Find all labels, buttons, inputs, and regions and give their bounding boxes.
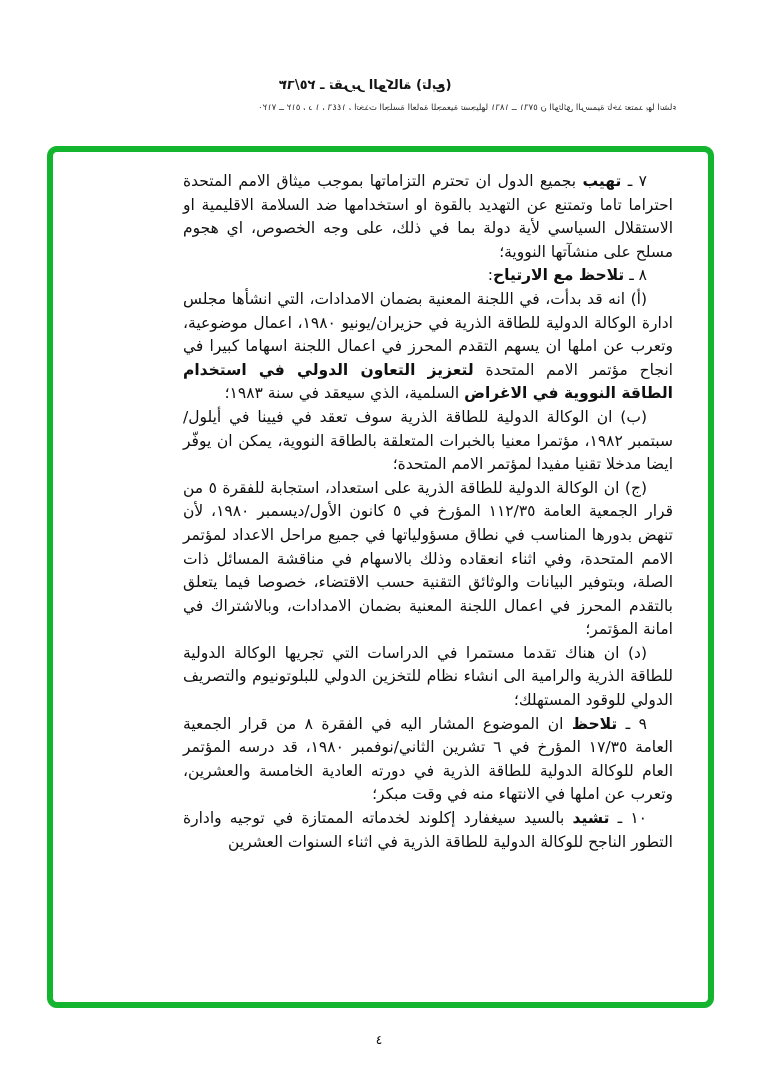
- body-paragraph: [183, 170, 673, 264]
- resolution-header-text: ٢٥/٦٣ ـ تقرير الوكالة (تابع): [278, 78, 452, 93]
- bold-run: تلاحظ: [571, 714, 618, 733]
- text-run: ١٠ ـ: [609, 809, 647, 828]
- resolution-body: [183, 170, 673, 854]
- adoption-note-text: ٧١٢٠ ــ ٥١٢ ، د ١ ، ١٤٤٦ ، اتخذت الجلسة العامة للجمعية تسجيلها ١٨٦١ ــ ٥٧٦١ ن الوثائق الرسمية تأخذ تعتمد بها انشاء: [257, 103, 676, 113]
- bold-run: لتعزيز التعاون الدولي في استخدام الطاقة النووية في الاغراض: [183, 360, 673, 403]
- body-paragraph: [183, 477, 673, 642]
- body-paragraph: [183, 288, 673, 406]
- bold-run: تلاحظ مع الارتياح: [493, 266, 625, 285]
- text-run: (د) ان هناك تقدما مستمرا في الدراسات التي تجريها الوكالة الدولية للطاقة الذرية والرامية الى انشاء نظام للتخزين الدولي للبلوتونيوم والتصريف الدولي للوقود المستهلك؛: [183, 643, 673, 710]
- text-run: ان الموضوع المشار اليه في الفقرة ٨ من قرار الجمعية العامة ١٧/٣٥ المؤرخ في ٦ تشرين الثاني/نوفمبر ١٩٨٠، قد درسه المؤتمر العام للوكالة الدولية للطاقة الذرية في دورته العادية الخامسة والعشرين، وتعرب عن املها في الانتهاء منه في وقت مبكر؛: [183, 714, 673, 804]
- text-run: (ب) ان الوكالة الدولية للطاقة الذرية سوف تعقد في فيينا في أيلول/سبتمبر ١٩٨٢، مؤتمرا معنيا بالخبرات المتعلقة بالطاقة النووية، يمكن ان يوفّر ايضا مدخلا تقنيا مفيدا لمؤتمر الامم المتحدة؛: [183, 407, 673, 474]
- text-run: ٨ ـ: [624, 266, 647, 285]
- body-paragraph: [183, 713, 673, 807]
- body-paragraph: [183, 264, 673, 288]
- text-run: (ج) ان الوكالة الدولية للطاقة الذرية على استعداد، استجابة للفقرة ٥ من قرار الجمعية العامة ١١٢/٣٥ المؤرخ في ٥ كانون الأول/ديسمبر ١٩٨٠، لأن تنهض بدورها المناسب في نطاق مسؤولياتها في جميع مراحل الاعداد لمؤتمر الامم المتحدة، وفي اثناء انعقاده وذلك بالاسهام في مناقشة المسائل ذات الصلة، وبتوفير البيانات والوثائق التقنية حسب الاقتضاء، خصوصا فيما يتعلق بالتقدم المحرز في اعمال اللجنة المعنية بضمان الامدادات، وبالاشتراك في امانة المؤتمر؛: [183, 478, 674, 639]
- text-run: (أ) انه قد بدأت، في اللجنة المعنية بضمان الامدادات، التي انشأها مجلس ادارة الوكالة الدولية للطاقة الذرية في حزيران/يونيو ١٩٨٠، اعمال موضوعية، وتعرب عن املها ان يسهم التقدم المحرز في اعمال اللجنة اسهاما كبيرا في انجاح مؤتمر الامم المتحدة: [183, 289, 673, 379]
- text-run: السلمية، الذي سيعقد في سنة ١٩٨٣؛: [224, 384, 465, 403]
- text-run: :: [487, 266, 493, 285]
- body-paragraph: [183, 807, 673, 854]
- text-run: بالسيد سيغفارد إكلوند لخدماته الممتازة في توجيه وادارة التطور الناجح للوكالة الدولية للطاقة الذرية في اثناء السنوات العشرين: [183, 809, 673, 851]
- adoption-note-line: [179, 103, 676, 117]
- bold-run: تهيب: [582, 172, 622, 190]
- text-run: ٧ ـ: [621, 172, 647, 190]
- body-paragraph: [183, 642, 673, 713]
- text-run: بجميع الدول ان تحترم التزاماتها بموجب ميثاق الامم المتحدة احتراما تاما وتمتنع عن التهديد بالقوة او استخدامها ضد السلامة الاقليمية او الاستقلال السياسي لأية دولة بما في ذلك، على وجه الخصوص، اي هجوم مسلح على منشآتها النووية؛: [183, 172, 673, 261]
- body-paragraph: [183, 406, 673, 477]
- text-run: ٩ ـ: [617, 714, 647, 733]
- bold-run: تشيد: [572, 809, 610, 828]
- resolution-header: [0, 78, 730, 93]
- page-number: ٤: [375, 1033, 383, 1047]
